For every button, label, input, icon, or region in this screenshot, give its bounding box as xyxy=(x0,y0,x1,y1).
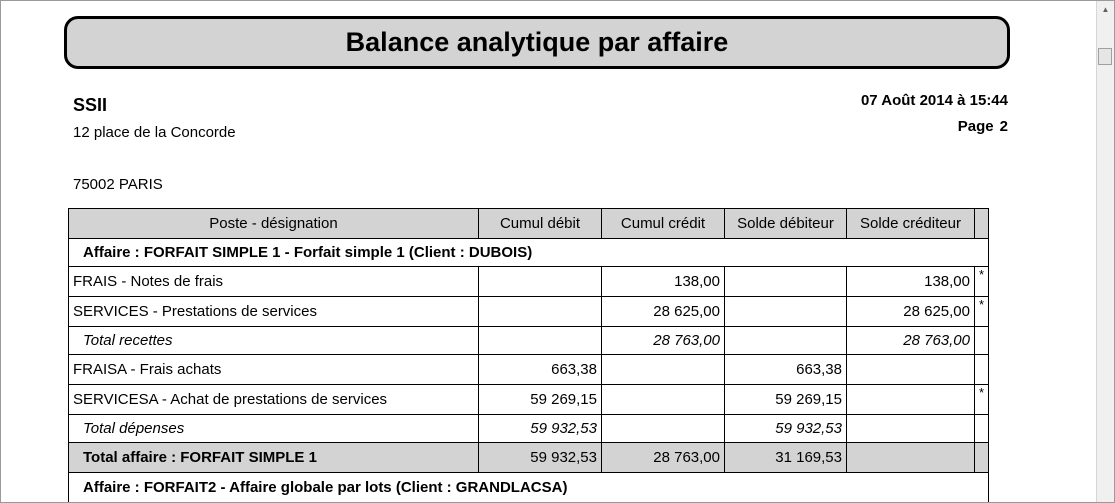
cell-cumul-debit xyxy=(479,297,602,327)
cell-cumul-debit xyxy=(479,267,602,297)
report-title-box xyxy=(64,16,1010,69)
cell-cumul-credit xyxy=(602,385,725,415)
table-row xyxy=(69,355,989,385)
cell-solde-debiteur: 663,38 xyxy=(725,355,847,385)
cell-cumul-credit xyxy=(602,355,725,385)
report-title: Balance analytique par affaire xyxy=(345,27,729,57)
total-cumul-credit: 28 763,00 xyxy=(602,327,725,355)
report-date: 07 Août 2014 à 15:44 xyxy=(860,92,1008,109)
section-title: Affaire : FORFAIT2 - Affaire globale par lots (Client : GRANDLACSA) xyxy=(69,473,989,503)
total-cumul-credit xyxy=(602,415,725,443)
cell-designation: FRAISA - Frais achats xyxy=(69,355,479,385)
scroll-up-button[interactable] xyxy=(1097,1,1114,18)
total-flag xyxy=(975,415,989,443)
cell-cumul-debit: 59 269,15 xyxy=(479,385,602,415)
total-solde-crediteur: 28 763,00 xyxy=(847,327,975,355)
vertical-scrollbar[interactable] xyxy=(1096,1,1114,502)
cell-flag: * xyxy=(975,297,989,327)
arrow-up-icon: ▲ xyxy=(1101,5,1110,14)
section-title: Affaire : FORFAIT SIMPLE 1 - Forfait simple 1 (Client : DUBOIS) xyxy=(69,239,989,267)
cell-designation: FRAIS - Notes de frais xyxy=(69,267,479,297)
cell-cumul-credit: 138,00 xyxy=(602,267,725,297)
grand-total-solde-crediteur xyxy=(847,443,975,473)
page-indicator xyxy=(958,118,1008,135)
table-row xyxy=(69,385,989,415)
grand-total-flag xyxy=(975,443,989,473)
cell-solde-crediteur: 138,00 xyxy=(847,267,975,297)
grand-total-cumul-credit: 28 763,00 xyxy=(602,443,725,473)
cell-solde-crediteur: 28 625,00 xyxy=(847,297,975,327)
total-row xyxy=(69,327,989,355)
header-solde-crediteur: Solde créditeur xyxy=(847,209,975,239)
cell-flag: * xyxy=(975,267,989,297)
total-solde-crediteur xyxy=(847,415,975,443)
company-address-line2: 75002 PARIS xyxy=(73,176,163,193)
total-flag xyxy=(975,327,989,355)
page-label: Page xyxy=(957,118,994,135)
header-cumul-debit: Cumul débit xyxy=(479,209,602,239)
table-row xyxy=(69,267,989,297)
grand-total-label: Total affaire : FORFAIT SIMPLE 1 xyxy=(69,443,479,473)
table-row xyxy=(69,297,989,327)
total-label: Total dépenses xyxy=(69,415,479,443)
cell-solde-debiteur: 59 269,15 xyxy=(725,385,847,415)
section-header-row xyxy=(69,239,989,267)
header-cumul-credit: Cumul crédit xyxy=(602,209,725,239)
total-cumul-debit xyxy=(479,327,602,355)
cell-designation: SERVICESA - Achat de prestations de services xyxy=(69,385,479,415)
header-flag xyxy=(975,209,989,239)
cell-solde-crediteur xyxy=(847,355,975,385)
balance-table xyxy=(68,208,989,503)
cell-cumul-debit: 663,38 xyxy=(479,355,602,385)
cell-solde-debiteur xyxy=(725,297,847,327)
cell-cumul-credit: 28 625,00 xyxy=(602,297,725,327)
grand-total-solde-debiteur: 31 169,53 xyxy=(725,443,847,473)
total-row xyxy=(69,415,989,443)
cell-flag xyxy=(975,355,989,385)
total-cumul-debit: 59 932,53 xyxy=(479,415,602,443)
total-solde-debiteur xyxy=(725,327,847,355)
section-header-row xyxy=(69,473,989,503)
table-header-row xyxy=(69,209,989,239)
scroll-thumb[interactable] xyxy=(1098,48,1112,65)
header-designation: Poste - désignation xyxy=(69,209,479,239)
grand-total-row xyxy=(69,443,989,473)
company-address-line1: 12 place de la Concorde xyxy=(73,124,236,141)
cell-solde-debiteur xyxy=(725,267,847,297)
total-label: Total recettes xyxy=(69,327,479,355)
company-name: SSII xyxy=(73,95,108,115)
cell-solde-crediteur xyxy=(847,385,975,415)
header-solde-debiteur: Solde débiteur xyxy=(725,209,847,239)
page-number: 2 xyxy=(999,118,1008,135)
total-solde-debiteur: 59 932,53 xyxy=(725,415,847,443)
cell-flag: * xyxy=(975,385,989,415)
cell-designation: SERVICES - Prestations de services xyxy=(69,297,479,327)
grand-total-cumul-debit: 59 932,53 xyxy=(479,443,602,473)
